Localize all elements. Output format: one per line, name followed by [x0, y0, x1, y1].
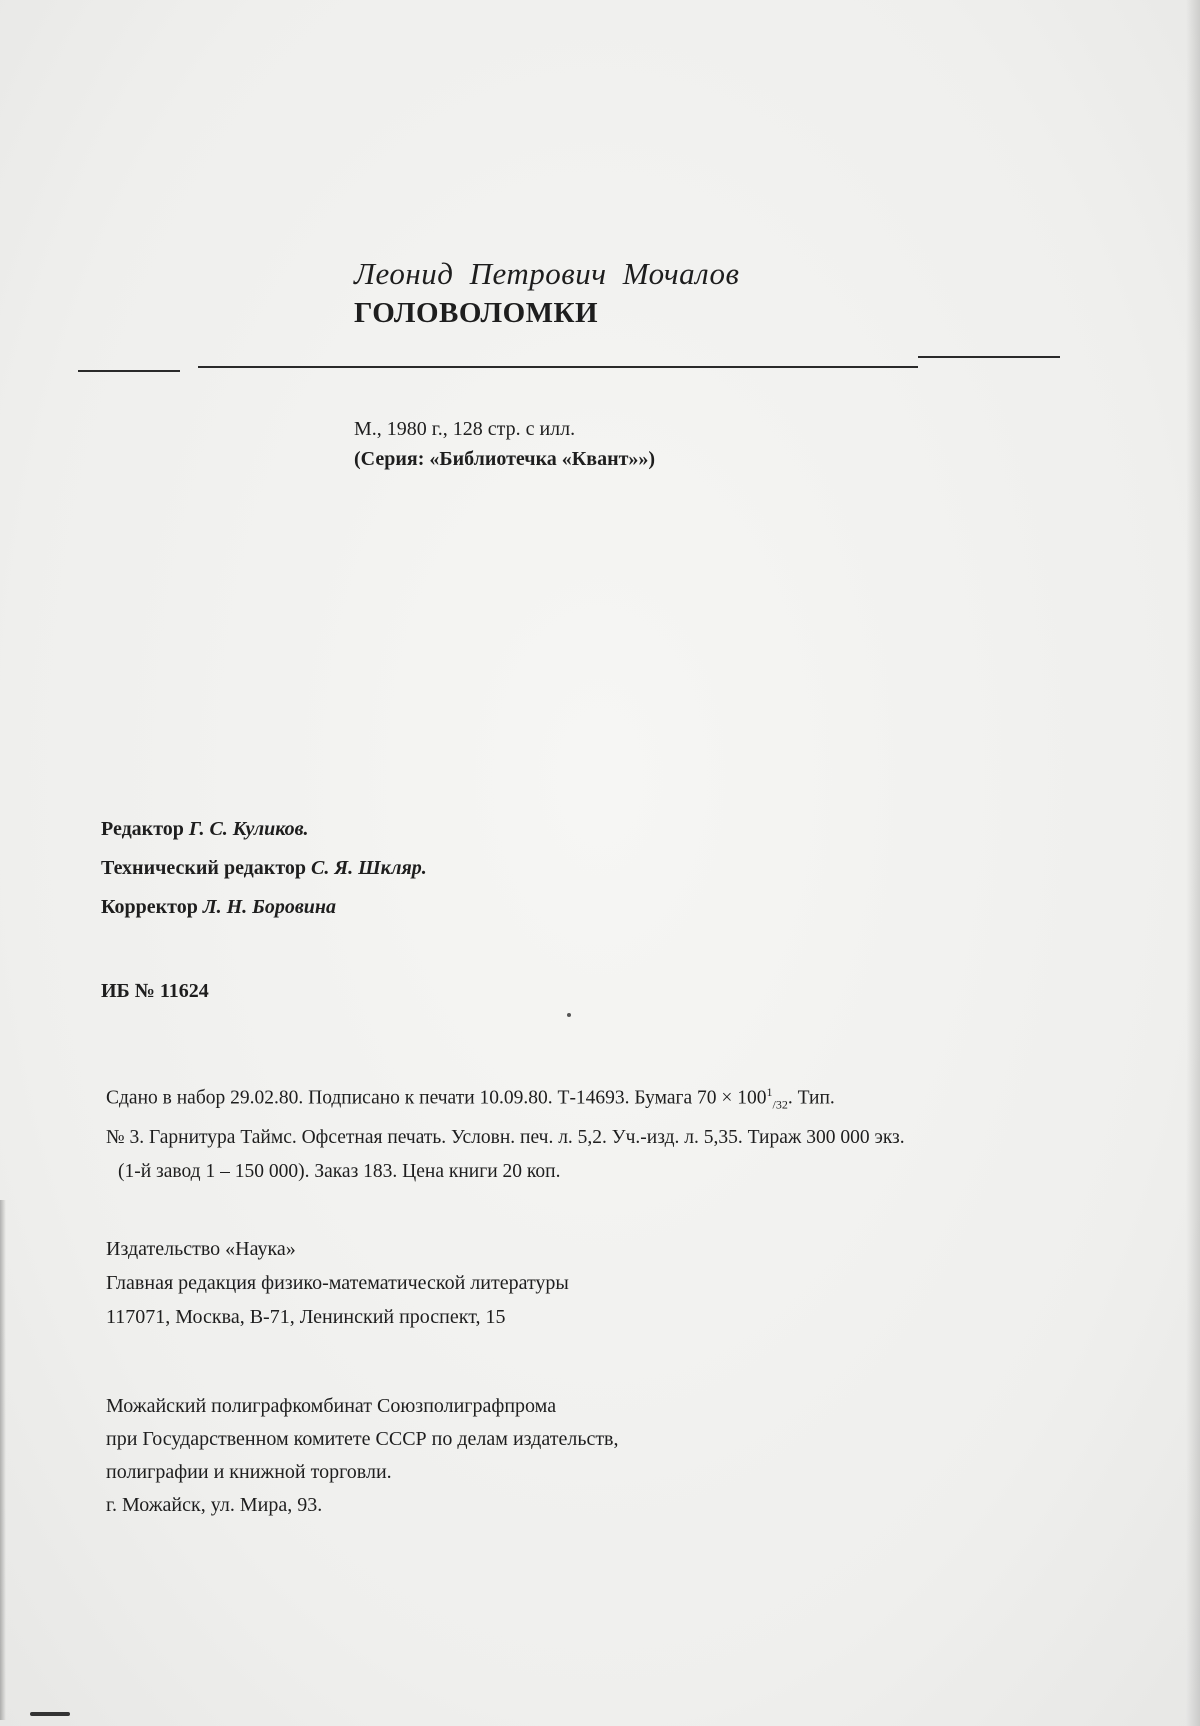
staff-role: Редактор [101, 818, 184, 840]
paper-fraction-denominator: /32 [772, 1097, 788, 1112]
book-title: ГОЛОВОЛОМКИ [354, 297, 599, 329]
editorial-staff [101, 810, 427, 927]
printer-line: полиграфии и книжной торговли. [106, 1461, 392, 1483]
printing-text: . Тип. [787, 1087, 835, 1109]
staff-line-proofreader [101, 888, 427, 927]
dust-speck [30, 1712, 70, 1716]
title-rule [78, 370, 180, 372]
series-line: (Серия: «Библиотечка «Квант»») [354, 448, 656, 470]
publication-line: М., 1980 г., 128 стр. с илл. [354, 418, 576, 440]
staff-name: Л. Н. Боровина [202, 896, 336, 918]
printer-line: Можайский полиграфкомбинат Союзполиграфпрома [106, 1395, 557, 1417]
page-left-shadow [0, 1200, 6, 1720]
staff-line-editor [101, 810, 427, 849]
staff-line-tech-editor [101, 849, 427, 888]
printer-line: при Государственном комитете СССР по делам издательств, [106, 1428, 619, 1450]
page-edge-shadow [1186, 0, 1200, 1726]
paper-fraction-numerator: 1 [766, 1085, 773, 1099]
ib-number: ИБ № 11624 [101, 980, 209, 1002]
staff-name: С. Я. Шкляр. [311, 857, 427, 879]
publisher-line: Издательство «Наука» [106, 1238, 296, 1260]
printing-line-3: (1-й завод 1 – 150 000). Заказ 183. Цена книги 20 коп. [118, 1161, 561, 1183]
author-name: Леонид Петрович Мочалов [354, 256, 740, 291]
printer-info [106, 1390, 619, 1522]
publication-info [354, 414, 655, 474]
printer-line: г. Можайск, ул. Мира, 93. [106, 1494, 323, 1516]
title-rule [198, 366, 918, 368]
publisher-line: 117071, Москва, В-71, Ленинский проспект, 15 [106, 1306, 506, 1328]
staff-role: Корректор [101, 896, 198, 918]
publisher-info [106, 1232, 569, 1334]
dust-speck [567, 1013, 571, 1017]
printing-text: Сдано в набор 29.02.80. Подписано к печати 10.09.80. Т-14693. Бумага 70 × 100 [106, 1087, 767, 1109]
printing-line-2: № 3. Гарнитура Таймс. Офсетная печать. Условн. печ. л. 5,2. Уч.-изд. л. 5,35. Тираж 300 000 экз. [106, 1127, 905, 1149]
publisher-line: Главная редакция физико-математической литературы [106, 1272, 569, 1294]
title-rule [918, 356, 1060, 358]
staff-name: Г. С. Куликов. [188, 818, 309, 840]
staff-role: Технический редактор [101, 857, 307, 879]
printing-details [106, 1075, 905, 1189]
printing-line-1 [106, 1075, 905, 1121]
